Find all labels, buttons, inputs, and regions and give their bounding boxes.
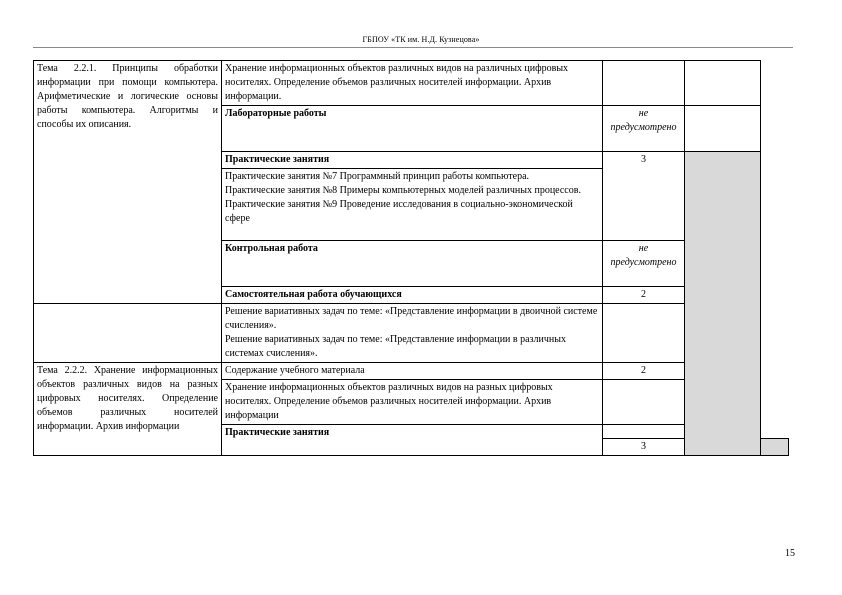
- content-cell: Хранение информационных объектов различных видов на разных цифровых носителях. Определение объемов различных носителей информации. Архив информации: [222, 380, 603, 425]
- table-row: [34, 61, 789, 106]
- level-cell: [685, 61, 761, 106]
- level-cell: [685, 106, 761, 152]
- practice-label: Практические занятия: [222, 425, 603, 456]
- topic-cell: Тема 2.2.1. Принципы обработки информации при помощи компьютера. Арифметические и логические основы работы компьютера. Алгоритмы и способы их описания.: [34, 61, 222, 304]
- table-row: [34, 363, 789, 380]
- control-work-hours: не предусмотрено: [603, 241, 685, 287]
- content-hours: 2: [603, 363, 685, 380]
- self-work-item: Решение вариативных задач по теме: «Представление информации в двоичной системе счисления».: [225, 306, 598, 331]
- practice-item: Практические занятия №7 Программный принцип работы компьютера.: [225, 171, 530, 182]
- lab-works-label: Лабораторные работы: [222, 106, 603, 152]
- self-work-label: Самостоятельная работа обучающихся: [222, 287, 603, 304]
- table-row: [34, 304, 789, 363]
- self-work-hours: 2: [603, 287, 685, 304]
- practice-items-cell: [222, 169, 603, 241]
- page-header-title: ГБПОУ «ТК им. Н.Д. Кузнецова»: [362, 35, 480, 44]
- control-work-label: Контрольная работа: [222, 241, 603, 287]
- lab-works-hours: не предусмотрено: [603, 106, 685, 152]
- practice-hours: 3: [603, 439, 685, 456]
- shaded-level-cell: [761, 439, 789, 456]
- hours-cell: [603, 61, 685, 106]
- practice-item: Практические занятия №9 Проведение исследования в социально-экономической сфере: [225, 199, 573, 224]
- topic-cell-empty: [34, 304, 222, 363]
- practice-item: Практические занятия №8 Примеры компьютерных моделей различных процессов.: [225, 185, 581, 196]
- self-work-items-cell: [222, 304, 603, 363]
- hours-cell: [603, 425, 685, 439]
- shaded-level-cell: [685, 152, 761, 456]
- topic-cell: Тема 2.2.2. Хранение информационных объектов различных видов на разных цифровых носителях. Определение объемов различных носителей информации. Архив информации: [34, 363, 222, 456]
- page-number: 15: [785, 548, 795, 559]
- content-label: Содержание учебного материала: [222, 363, 603, 380]
- practice-hours: 3: [603, 152, 685, 241]
- header-divider: [33, 47, 793, 48]
- content-cell: Хранение информационных объектов различных видов на различных цифровых носителях. Определение объемов различных носителей информации. Архив информации.: [222, 61, 603, 106]
- curriculum-table: [33, 60, 789, 456]
- hours-cell: [603, 380, 685, 425]
- self-work-item: Решение вариативных задач по теме: «Представление информации в различных системах счисления».: [225, 334, 566, 359]
- practice-label: Практические занятия: [222, 152, 603, 169]
- hours-cell: [603, 304, 685, 363]
